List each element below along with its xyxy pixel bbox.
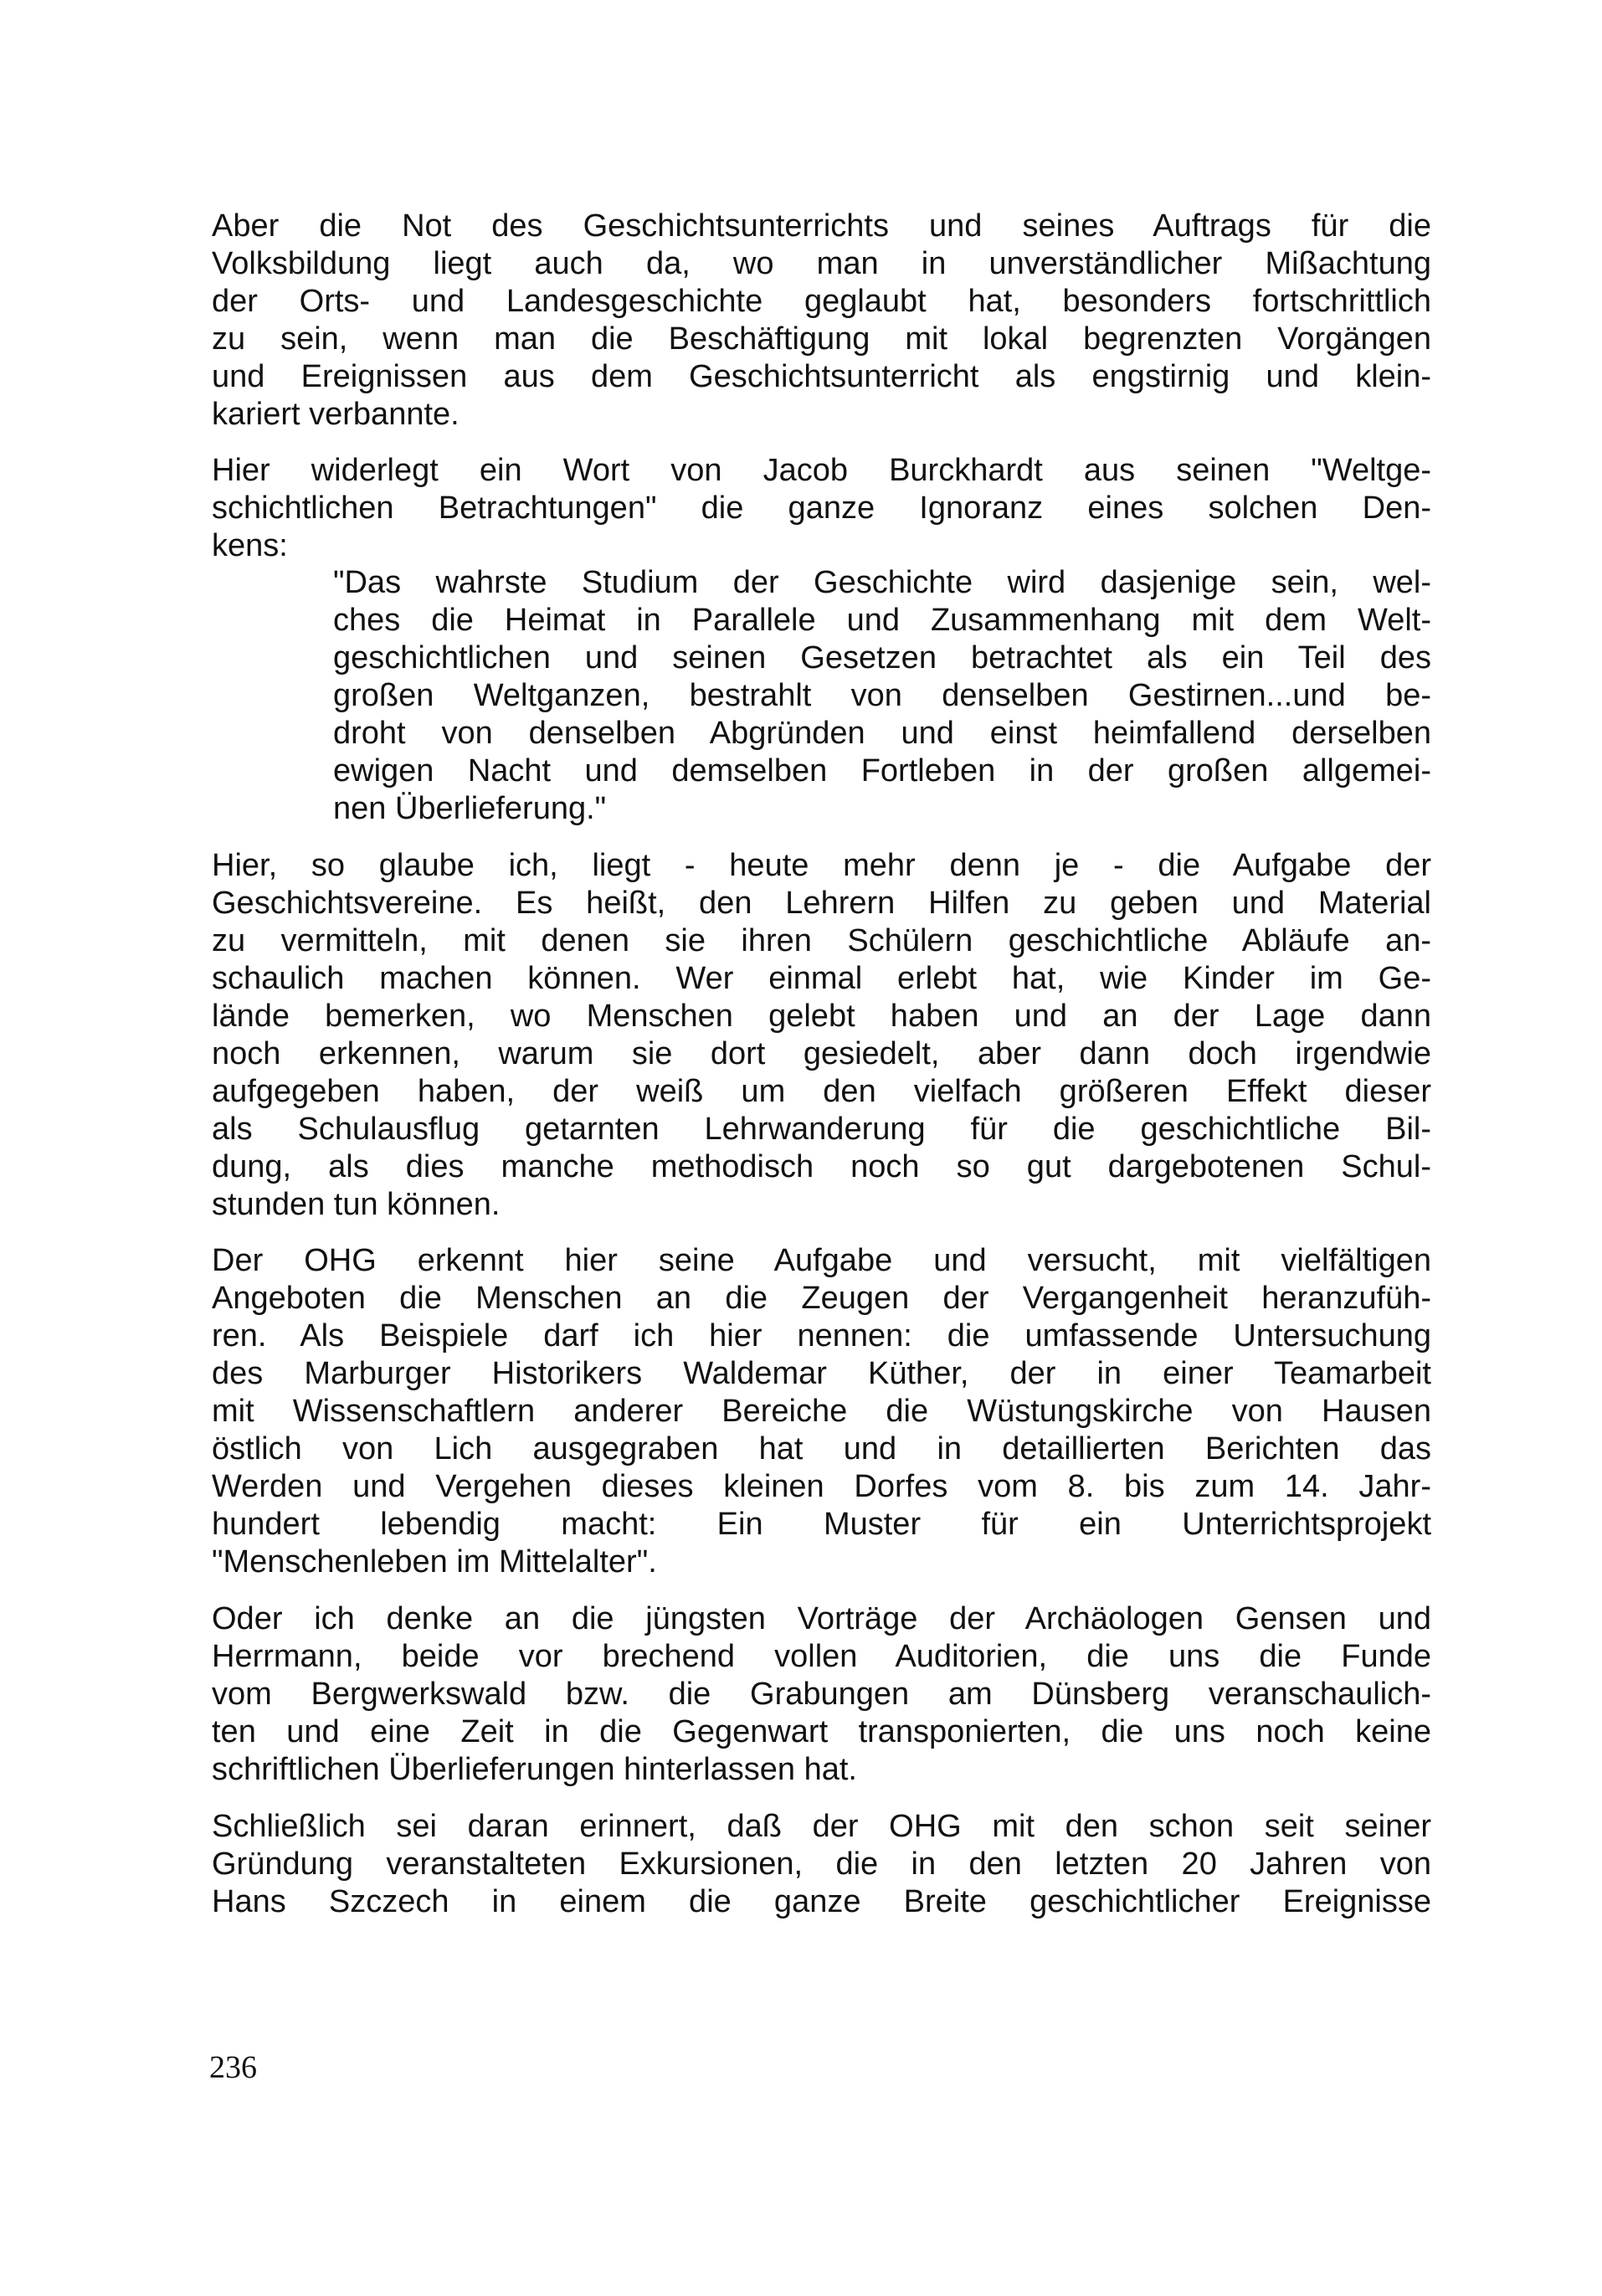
text-line: noch erkennen, warum sie dort gesiedelt, aber dann doch irgendwie bbox=[212, 1036, 1431, 1071]
text-line: Schließlich sei daran erinnert, daß der OHG mit den schon seit seiner bbox=[212, 1809, 1431, 1844]
text-line: als Schulausflug getarnten Lehrwanderung für die geschichtliche Bil- bbox=[212, 1112, 1431, 1147]
text-line: Hans Szczech in einem die ganze Breite geschichtlicher Ereignisse bbox=[212, 1884, 1431, 1919]
text-line: Der OHG erkennt hier seine Aufgabe und versucht, mit vielfältigen bbox=[212, 1243, 1431, 1278]
text-line: stunden tun können. bbox=[212, 1187, 501, 1222]
quote-line: ches die Heimat in Parallele und Zusammenhang mit dem Welt- bbox=[333, 603, 1431, 638]
text-line: Werden und Vergehen dieses kleinen Dorfes vom 8. bis zum 14. Jahr- bbox=[212, 1469, 1431, 1504]
text-line: Aber die Not des Geschichtsunterrichts und seines Auftrags für die bbox=[212, 208, 1431, 244]
paragraph-1 bbox=[212, 208, 1431, 434]
text-line: östlich von Lich ausgegraben hat und in detaillierten Berichten das bbox=[212, 1431, 1431, 1466]
text-line: schriftlichen Überlieferungen hinterlassen hat. bbox=[212, 1752, 857, 1787]
quote-line: droht von denselben Abgründen und einst heimfallend derselben bbox=[333, 716, 1431, 751]
text-line: kens: bbox=[212, 528, 288, 563]
page-number: 236 bbox=[209, 2050, 257, 2085]
text-line: des Marburger Historikers Waldemar Küther, der in einer Teamarbeit bbox=[212, 1356, 1431, 1391]
text-line: zu sein, wenn man die Beschäftigung mit lokal begrenzten Vorgängen bbox=[212, 321, 1431, 357]
paragraph-3 bbox=[212, 847, 1431, 1224]
text-line: schaulich machen können. Wer einmal erlebt hat, wie Kinder im Ge- bbox=[212, 961, 1431, 996]
quote-line: nen Überlieferung." bbox=[333, 791, 607, 826]
text-line: Angeboten die Menschen an die Zeugen der Vergangenheit heranzufüh- bbox=[212, 1281, 1431, 1316]
text-line: Gründung veranstalteten Exkursionen, die in den letzten 20 Jahren von bbox=[212, 1847, 1431, 1882]
quote-line: großen Weltganzen, bestrahlt von denselben Gestirnen...und be- bbox=[333, 678, 1431, 713]
text-line: Geschichtsvereine. Es heißt, den Lehrern Hilfen zu geben und Material bbox=[212, 886, 1431, 921]
text-line: ten und eine Zeit in die Gegenwart transponierten, die uns noch keine bbox=[212, 1714, 1431, 1749]
quote-line: ewigen Nacht und demselben Fortleben in der großen allgemei- bbox=[333, 753, 1431, 788]
text-line: vom Bergwerkswald bzw. die Grabungen am Dünsberg veranschaulich- bbox=[212, 1677, 1431, 1712]
text-line: Hier, so glaube ich, liegt - heute mehr denn je - die Aufgabe der bbox=[212, 848, 1431, 883]
paragraph-6 bbox=[212, 1808, 1431, 1921]
text-line: Herrmann, beide vor brechend vollen Auditorien, die uns die Funde bbox=[212, 1639, 1431, 1674]
paragraph-5 bbox=[212, 1600, 1431, 1789]
quote-line: geschichtlichen und seinen Gesetzen betrachtet als ein Teil des bbox=[333, 640, 1431, 675]
paragraph-2 bbox=[212, 452, 1431, 565]
text-line: zu vermitteln, mit denen sie ihren Schülern geschichtliche Abläufe an- bbox=[212, 923, 1431, 958]
text-line: hundert lebendig macht: Ein Muster für ein Unterrichtsprojekt bbox=[212, 1507, 1431, 1542]
text-line: Hier widerlegt ein Wort von Jacob Burckhardt aus seinen "Weltge- bbox=[212, 453, 1431, 488]
text-line: ren. Als Beispiele darf ich hier nennen: die umfassende Untersuchung bbox=[212, 1318, 1431, 1353]
text-line: Oder ich denke an die jüngsten Vorträge der Archäologen Gensen und bbox=[212, 1601, 1431, 1636]
text-line: der Orts- und Landesgeschichte geglaubt hat, besonders fortschrittlich bbox=[212, 284, 1431, 319]
text-line: schichtlichen Betrachtungen" die ganze Ignoranz eines solchen Den- bbox=[212, 491, 1431, 526]
text-line: aufgegeben haben, der weiß um den vielfach größeren Effekt dieser bbox=[212, 1074, 1431, 1109]
text-line: Volksbildung liegt auch da, wo man in unverständlicher Mißachtung bbox=[212, 246, 1431, 281]
text-line: und Ereignissen aus dem Geschichtsunterricht als engstirnig und klein- bbox=[212, 359, 1431, 394]
text-line: lände bemerken, wo Menschen gelebt haben und an der Lage dann bbox=[212, 999, 1431, 1034]
text-line: "Menschenleben im Mittelalter". bbox=[212, 1544, 657, 1579]
paragraph-4 bbox=[212, 1242, 1431, 1581]
block-quote bbox=[333, 564, 1431, 828]
text-line: dung, als dies manche methodisch noch so gut dargebotenen Schul- bbox=[212, 1149, 1431, 1184]
text-line: mit Wissenschaftlern anderer Bereiche die Wüstungskirche von Hausen bbox=[212, 1394, 1431, 1429]
quote-line: "Das wahrste Studium der Geschichte wird dasjenige sein, wel- bbox=[333, 565, 1431, 600]
text-line: kariert verbannte. bbox=[212, 397, 460, 432]
